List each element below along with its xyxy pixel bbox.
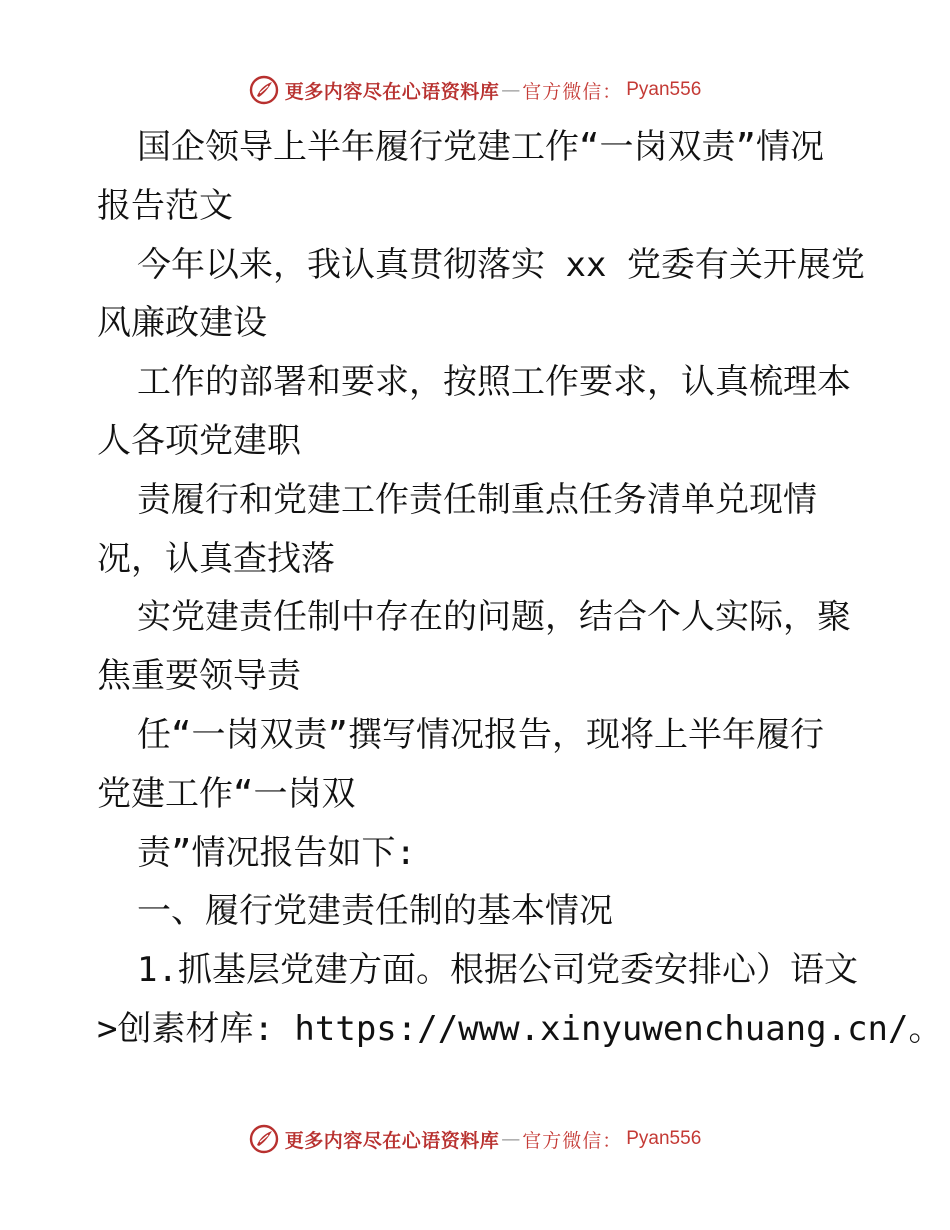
document-line: 工作的部署和要求，按照工作要求，认真梳理本 [137,362,851,403]
banner-dash: — [501,1128,521,1150]
document-line: 任“一岗双责”撰写情况报告，现将上半年履行 [137,714,824,755]
document-line: 党建工作“一岗双 [97,773,356,814]
document-line: 国企领导上半年履行党建工作“一岗双责”情况 [137,127,824,167]
document-body [97,118,943,1059]
brand-logo-icon [249,1124,279,1154]
document-line: >创素材库: https://www.xinyuwenchuang.cn/。 [97,1008,943,1049]
document-line: 况，认真查找落 [97,538,335,579]
document-line: 今年以来，我认真贯彻落实 xx 党委有关开展党 [137,244,865,285]
document-line: 报告范文 [97,185,233,226]
document-line: 一、履行党建责任制的基本情况 [137,891,613,932]
document-line: 人各项党建职 [97,420,301,461]
banner-wechat-id: Pyan556 [626,79,702,100]
document-line: 责履行和党建工作责任制重点任务清单兑现情 [137,479,817,520]
document-line: 1.抓基层党建方面。根据公司党委安排心）语文 [137,950,858,991]
header-watermark-banner [0,70,950,110]
footer-watermark-banner [0,1119,950,1159]
document-line: 焦重要领导责 [97,656,301,697]
banner-wechat-label: 官方微信： [522,80,623,103]
brand-logo-icon [249,75,279,105]
banner-dash: — [501,79,521,101]
banner-slogan: 更多内容尽在心语资料库 [284,1129,500,1152]
banner-wechat-id: Pyan556 [626,1128,702,1149]
document-line: 实党建责任制中存在的问题，结合个人实际，聚 [137,597,851,638]
document-line: 风廉政建设 [97,303,267,344]
banner-wechat-label: 官方微信： [522,1129,623,1152]
document-line: 责”情况报告如下: [137,832,416,873]
banner-slogan: 更多内容尽在心语资料库 [284,80,500,103]
